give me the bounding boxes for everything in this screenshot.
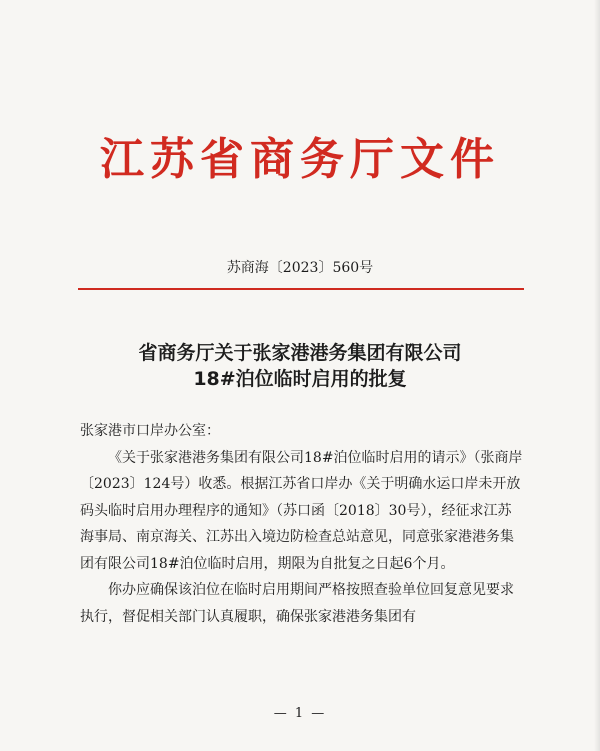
page-number: — 1 — (273, 706, 327, 721)
document-title-line-2: 18#泊位临时启用的批复 (193, 368, 407, 390)
salutation: 张家港市口岸办公室： (80, 423, 220, 439)
document-header-title: 江苏省商务厅文件 (100, 134, 500, 185)
body-paragraph-2: 你办应确保该泊位在临时启用期间严格按照查验单位回复意见要求执行，督促相关部门认真履职，确保张家港港务集团有 (80, 582, 514, 625)
document-title (0, 340, 600, 392)
document-body (80, 418, 525, 630)
scan-shadow-edge (594, 0, 600, 751)
red-divider-line (78, 288, 524, 290)
document-title-line-1: 省商务厅关于张家港港务集团有限公司 (138, 342, 462, 364)
document-number: 苏商海〔2023〕560号 (226, 260, 374, 276)
body-paragraph-1: 《关于张家港港务集团有限公司18#泊位临时启用的请示》（张商岸〔2023〕124号）收悉。根据江苏省口岸办《关于明确水运口岸未开放码头临时启用办理程序的通知》（苏口函〔2018〕30号），经征求江苏海事局、南京海关、江苏出入境边防检查总站意见，同意张家港港务集团有限公司18#泊位临时启用，期限为自批复之日起6个月。 (80, 449, 523, 572)
